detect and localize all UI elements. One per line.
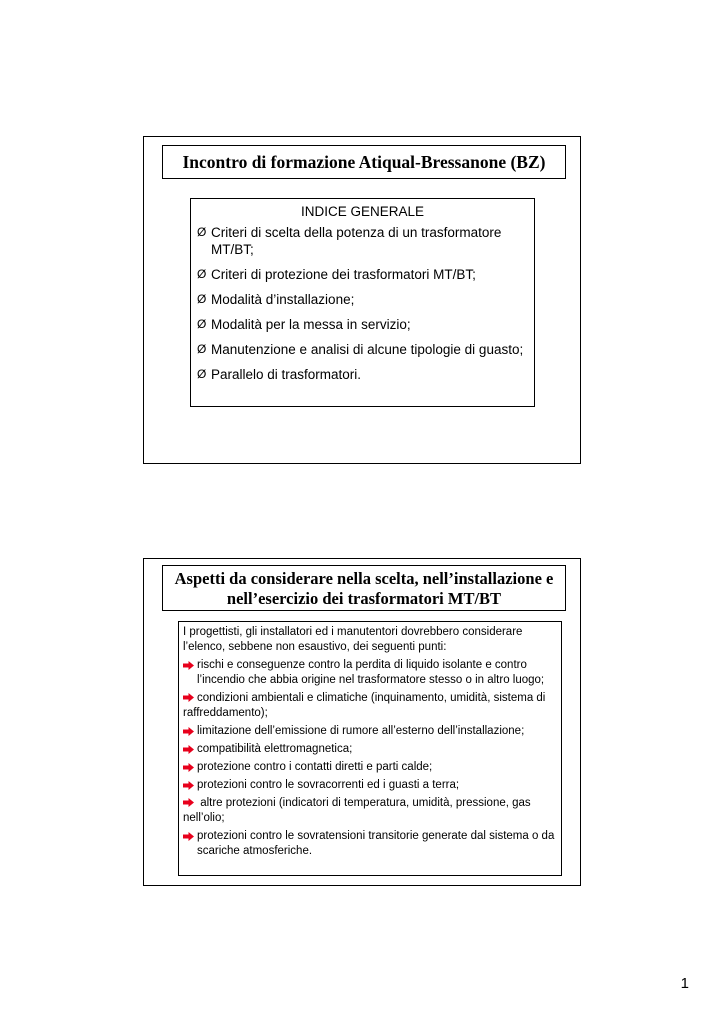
red-arrow-icon bbox=[183, 763, 194, 772]
index-item-text: Parallelo di trasformatori. bbox=[211, 367, 362, 382]
index-item-text: Manutenzione e analisi di alcune tipologie di guasto; bbox=[211, 342, 524, 357]
slide-2-title: Aspetti da considerare nella scelta, nell’installazione e nell’esercizio dei trasformatori MT/BT bbox=[162, 565, 566, 611]
intro-text: I progettisti, gli installatori ed i manutentori dovrebbero considerare l’elenco, sebbene non esaustivo, dei seguenti punti: bbox=[183, 626, 523, 653]
list-item-text: limitazione dell’emissione di rumore all’esterno dell’installazione; bbox=[197, 725, 525, 737]
arrowhead-bullet-icon: Ø bbox=[197, 292, 207, 306]
list-item bbox=[183, 778, 557, 793]
list-item-text: protezione contro i contatti diretti e parti calde; bbox=[197, 761, 433, 773]
list-item-text: altre protezioni (indicatori di temperatura, umidità, pressione, gas nell’olio; bbox=[183, 797, 531, 824]
list-item bbox=[183, 658, 557, 688]
arrowhead-bullet-icon: Ø bbox=[197, 342, 207, 356]
index-item bbox=[197, 316, 528, 333]
list-item bbox=[183, 724, 557, 739]
arrowhead-bullet-icon: Ø bbox=[197, 317, 207, 331]
index-item bbox=[197, 266, 528, 283]
index-item bbox=[197, 224, 528, 258]
slide-2 bbox=[143, 558, 581, 886]
slide-1-title: Incontro di formazione Atiqual-Bressanone (BZ) bbox=[162, 145, 566, 179]
list-item-text: protezioni contro le sovracorrenti ed i guasti a terra; bbox=[197, 779, 460, 791]
list-item bbox=[183, 691, 557, 721]
index-item bbox=[197, 366, 528, 383]
index-list bbox=[197, 224, 528, 383]
list-item bbox=[183, 760, 557, 775]
index-item-text: Criteri di scelta della potenza di un trasformatore MT/BT; bbox=[211, 225, 502, 257]
index-box bbox=[190, 198, 535, 407]
red-arrow-icon bbox=[183, 781, 194, 790]
considerations-list bbox=[183, 658, 557, 859]
red-arrow-icon bbox=[183, 832, 194, 841]
arrowhead-bullet-icon: Ø bbox=[197, 267, 207, 281]
list-item-text: protezioni contro le sovratensioni transitorie generate dal sistema o da scariche atmosferiche. bbox=[197, 830, 555, 857]
red-arrow-icon bbox=[183, 727, 194, 736]
considerations-box bbox=[178, 621, 562, 876]
red-arrow-icon bbox=[183, 693, 194, 702]
red-arrow-icon bbox=[183, 745, 194, 754]
list-item-text: condizioni ambientali e climatiche (inquinamento, umidità, sistema di raffreddamento); bbox=[183, 692, 546, 719]
index-item-text: Modalità per la messa in servizio; bbox=[211, 317, 411, 332]
index-heading: INDICE GENERALE bbox=[300, 204, 425, 219]
arrowhead-bullet-icon: Ø bbox=[197, 367, 207, 381]
index-item-text: Modalità d’installazione; bbox=[211, 292, 355, 307]
red-arrow-icon bbox=[183, 661, 194, 670]
slide-1 bbox=[143, 136, 581, 464]
list-item-text: rischi e conseguenze contro la perdita di liquido isolante e contro l’incendio che abbia origine nel trasformatore stesso o in altro luogo; bbox=[197, 659, 545, 686]
red-arrow-icon bbox=[183, 798, 194, 807]
arrowhead-bullet-icon: Ø bbox=[197, 225, 207, 239]
list-item bbox=[183, 742, 557, 757]
index-item-text: Criteri di protezione dei trasformatori MT/BT; bbox=[211, 267, 476, 282]
list-item bbox=[183, 796, 557, 826]
list-item bbox=[183, 829, 557, 859]
index-item bbox=[197, 291, 528, 308]
page-number: 1 bbox=[680, 975, 689, 992]
index-item bbox=[197, 341, 528, 358]
list-item-text: compatibilità elettromagnetica; bbox=[197, 743, 353, 755]
